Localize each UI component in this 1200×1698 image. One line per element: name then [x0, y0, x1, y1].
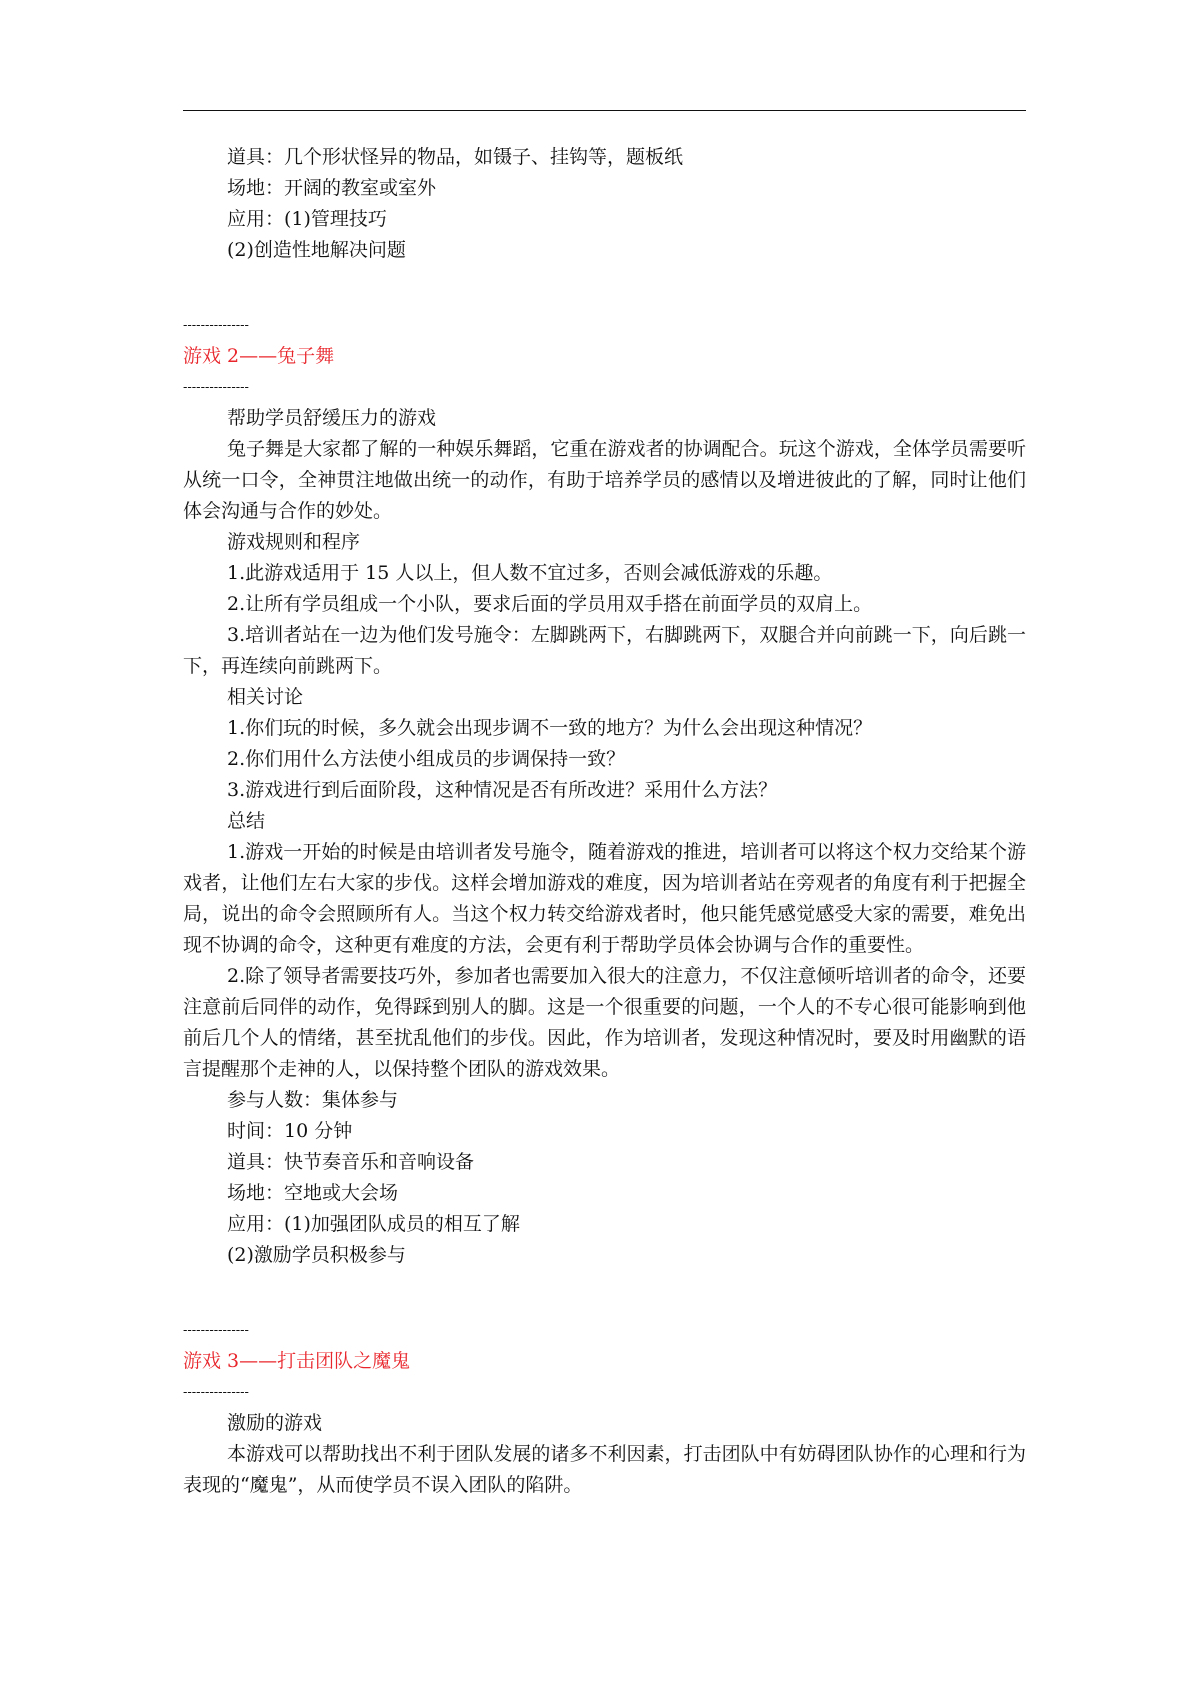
- document-body: [183, 142, 1026, 1501]
- application-line: 应用：(1)管理技巧: [227, 208, 387, 230]
- time-line: 时间：10 分钟: [227, 1120, 353, 1142]
- intro-paragraph: 兔子舞是大家都了解的一种娱乐舞蹈，它重在游戏者的协调配合。玩这个游戏，全体学员需要听从统一口令，全神贯注地做出统一的动作，有助于培养学员的感情以及增进彼此的了解，同时让他们体会沟通与合作的妙处。: [183, 438, 1026, 522]
- application-line: (2)创造性地解决问题: [227, 239, 406, 261]
- rules-title: 游戏规则和程序: [227, 531, 361, 553]
- discussion-item: 1.你们玩的时候，多久就会出现步调不一致的地方？为什么会出现这种情况？: [227, 717, 873, 739]
- venue-line: 场地：开阔的教室或室外: [227, 177, 437, 199]
- separator: ---------------: [183, 380, 249, 395]
- props-line: 道具：几个形状怪异的物品，如镊子、挂钩等，题板纸: [227, 146, 684, 168]
- section-subtitle: 激励的游戏: [227, 1412, 323, 1434]
- summary-title: 总结: [227, 810, 266, 832]
- summary-paragraph: 1.游戏一开始的时候是由培训者发号施令，随着游戏的推进，培训者可以将这个权力交给某个游戏者，让他们左右大家的步伐。这样会增加游戏的难度，因为培训者站在旁观者的角度有利于把握全局，说出的命令会照顾所有人。当这个权力转交给游戏者时，他只能凭感觉感受大家的需要，难免出现不协调的命令，这种更有难度的方法，会更有利于帮助学员体会协调与合作的重要性。: [183, 841, 1026, 956]
- rule-item: 3.培训者站在一边为他们发号施令：左脚跳两下，右脚跳两下，双腿合并向前跳一下，向后跳一下，再连续向前跳两下。: [183, 624, 1026, 677]
- application-line: 应用：(1)加强团队成员的相互了解: [227, 1213, 520, 1235]
- rule-item: 2.让所有学员组成一个小队，要求后面的学员用双手搭在前面学员的双肩上。: [227, 593, 873, 615]
- rule-item: 1.此游戏适用于 15 人以上，但人数不宜过多，否则会减低游戏的乐趣。: [227, 562, 833, 584]
- discussion-item: 3.游戏进行到后面阶段，这种情况是否有所改进？采用什么方法？: [227, 779, 778, 801]
- participants-line: 参与人数：集体参与: [227, 1089, 399, 1111]
- section-heading-game2: 游戏 2——兔子舞: [183, 345, 335, 367]
- section-heading-game3: 游戏 3——打击团队之魔鬼: [183, 1350, 411, 1372]
- venue-line: 场地：空地或大会场: [227, 1182, 399, 1204]
- discussion-item: 2.你们用什么方法使小组成员的步调保持一致？: [227, 748, 626, 770]
- application-line: (2)激励学员积极参与: [227, 1244, 406, 1266]
- discussion-title: 相关讨论: [227, 686, 304, 708]
- separator: ---------------: [183, 1385, 249, 1400]
- spacer: [183, 266, 1026, 310]
- summary-paragraph: 2.除了领导者需要技巧外，参加者也需要加入很大的注意力，不仅注意倾听培训者的命令，还要注意前后同伴的动作，免得踩到别人的脚。这是一个很重要的问题，一个人的不专心很可能影响到他前后几个人的情绪，甚至扰乱他们的步伐。因此，作为培训者，发现这种情况时，要及时用幽默的语言提醒那个走神的人，以保持整个团队的游戏效果。: [183, 965, 1026, 1080]
- section-subtitle: 帮助学员舒缓压力的游戏: [227, 407, 437, 429]
- header-rule: [183, 110, 1026, 111]
- separator: ---------------: [183, 318, 249, 333]
- props-line: 道具：快节奏音乐和音响设备: [227, 1151, 475, 1173]
- spacer: [183, 1271, 1026, 1315]
- intro-paragraph: 本游戏可以帮助找出不利于团队发展的诸多不利因素，打击团队中有妨碍团队协作的心理和行为表现的“魔鬼”，从而使学员不误入团队的陷阱。: [183, 1443, 1026, 1496]
- separator: ---------------: [183, 1323, 249, 1338]
